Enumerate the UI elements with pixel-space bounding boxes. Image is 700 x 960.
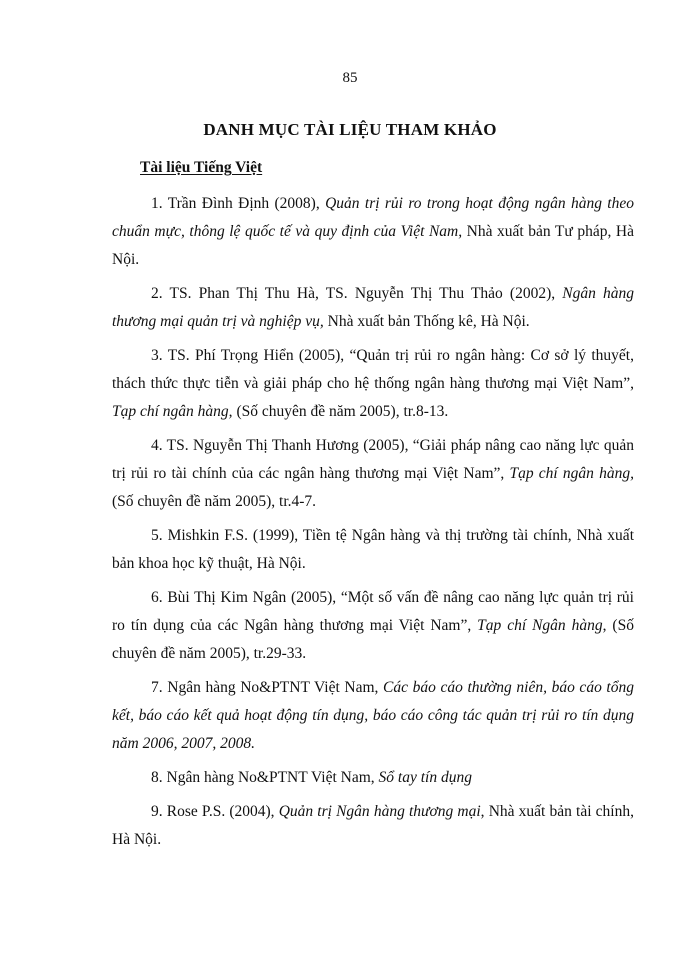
reference-text: 5. Mishkin F.S. (1999), Tiền tệ Ngân hàng và thị trường tài chính, Nhà xuất bản khoa học kỹ thuật, Hà Nội. xyxy=(112,527,634,572)
reference-title: Các báo cáo thường niên, báo cáo tổng kết, báo cáo kết quả hoạt động tín dụng, báo cáo công tác quản trị rủi ro tín dụng năm 2006, 2007, 2008. xyxy=(112,679,634,752)
reference-title: Tạp chí ngân hàng, xyxy=(509,465,634,482)
reference-list xyxy=(112,190,634,860)
reference-text: 1. Trần Đình Định (2008), xyxy=(151,195,326,212)
reference-publisher: (Số chuyên đề năm 2005), tr.8-13. xyxy=(232,403,449,420)
reference-title: Sổ tay tín dụng xyxy=(378,769,472,786)
reference-item xyxy=(112,584,634,668)
reference-text: 8. Ngân hàng No&PTNT Việt Nam, xyxy=(151,769,379,786)
reference-title: Ngân hàng thương mại quản trị và nghiệp vụ, xyxy=(112,285,634,330)
reference-title: Quản trị rủi ro trong hoạt động ngân hàng theo chuẩn mực, thông lệ quốc tế và quy định của Việt Nam, xyxy=(112,195,634,240)
reference-item xyxy=(112,280,634,336)
reference-item xyxy=(112,522,634,578)
reference-publisher: (Số chuyên đề năm 2005), tr.4-7. xyxy=(112,493,317,510)
reference-text: 3. TS. Phí Trọng Hiển (2005), “Quản trị rủi ro ngân hàng: Cơ sở lý thuyết, thách thức thực tiễn và giải pháp cho hệ thống ngân hàng thương mại Việt Nam”, xyxy=(112,347,634,392)
reference-text: 7. Ngân hàng No&PTNT Việt Nam, xyxy=(151,679,384,696)
section-heading: Tài liệu Tiếng Việt xyxy=(140,159,263,176)
reference-item xyxy=(112,674,634,758)
reference-text: 2. TS. Phan Thị Thu Hà, TS. Nguyễn Thị Thu Thảo (2002), xyxy=(151,285,563,302)
page-title: DANH MỤC TÀI LIỆU THAM KHẢO xyxy=(203,120,497,139)
reference-item xyxy=(112,764,634,792)
reference-item xyxy=(112,342,634,426)
reference-item xyxy=(112,432,634,516)
reference-text: 4. TS. Nguyễn Thị Thanh Hương (2005), “Giải pháp nâng cao năng lực quản trị rủi ro tài chính của các ngân hàng thương mại Việt Nam”, xyxy=(112,437,634,482)
reference-title: Quản trị Ngân hàng thương mại xyxy=(278,803,481,820)
reference-item xyxy=(112,190,634,274)
reference-publisher: Nhà xuất bản Tư pháp, Hà Nội. xyxy=(112,223,634,268)
reference-title: Tạp chí ngân hàng, xyxy=(112,403,233,420)
reference-text: 6. Bùi Thị Kim Ngân (2005), “Một số vấn đề nâng cao năng lực quản trị rủi ro tín dụng của các Ngân hàng thương mại Việt Nam”, xyxy=(112,589,634,634)
reference-publisher: Nhà xuất bản Thống kê, Hà Nội. xyxy=(323,313,530,330)
reference-title: Tạp chí Ngân hàng xyxy=(477,617,603,634)
reference-item xyxy=(112,798,634,854)
reference-publisher: , Nhà xuất bản tài chính, Hà Nội. xyxy=(112,803,634,848)
reference-publisher: , (Số chuyên đề năm 2005), tr.29-33. xyxy=(112,617,634,662)
page-number: 85 xyxy=(342,70,358,86)
reference-text: 9. Rose P.S. (2004), xyxy=(151,803,279,820)
